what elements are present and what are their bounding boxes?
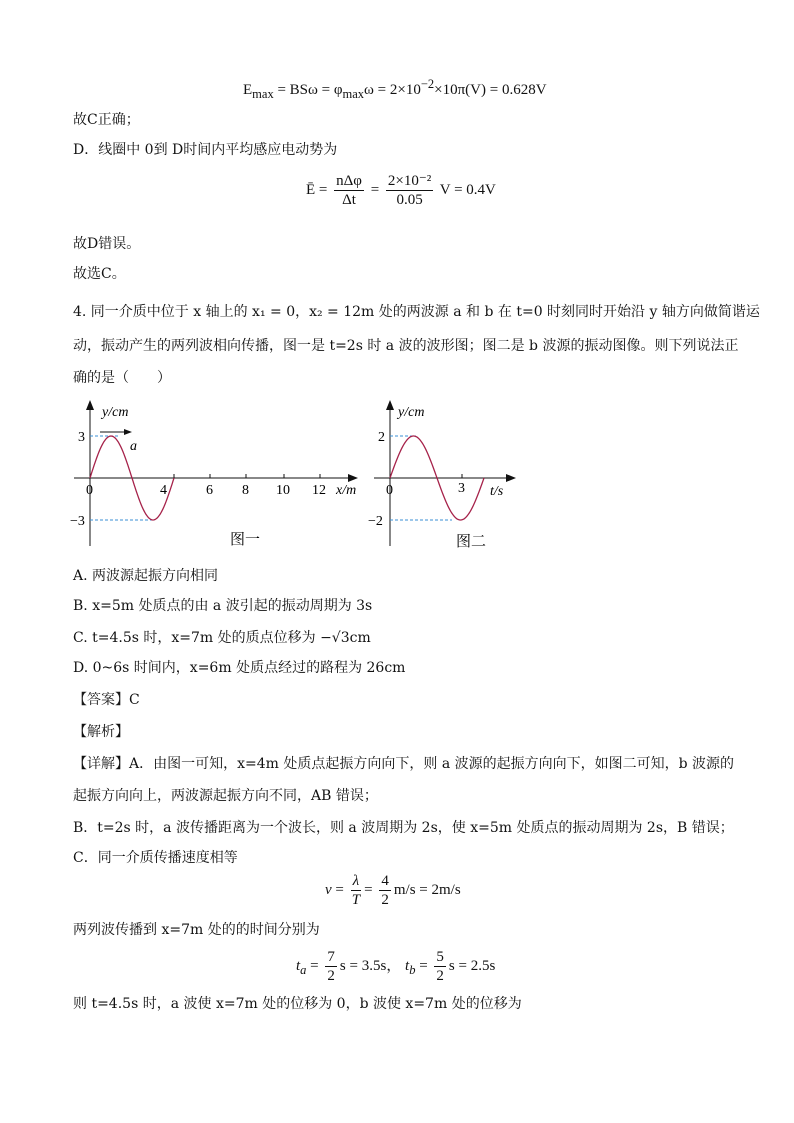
fig1-xtick: 4 xyxy=(160,483,167,498)
fig1-y-arrow xyxy=(86,400,94,410)
option-d: D. 0~6s 时间内，x=6m 处质点经过的路程为 26cm xyxy=(73,660,406,676)
fig1-xlabel: x/m xyxy=(336,483,357,498)
option-a: A. 两波源起振方向相同 xyxy=(73,568,219,584)
d-intro-text: D．线圈中 0到 D时间内平均感应电动势为 xyxy=(73,142,338,158)
avg-emf-frac1 xyxy=(334,172,364,209)
emax-equation: $E_{max} = BS\omega = \varphi_{max}\omega = 2\times 10^{-2}\times 10\pi(V) = 0.628V$ xyxy=(243,77,547,101)
figure-1-wave-graph xyxy=(66,398,366,558)
question-line-3: 确的是（ ） xyxy=(73,370,171,386)
fig2-x-arrow xyxy=(506,474,516,482)
avg-emf-lhs: Ē = xyxy=(306,181,328,198)
choose-c-text: 故选C。 xyxy=(73,266,126,282)
fig2-origin: 0 xyxy=(386,483,393,498)
fig1-propagation-arrow xyxy=(124,429,132,435)
frac2-den: 0.05 xyxy=(396,192,423,208)
detail-label: 【详解】 xyxy=(73,756,129,772)
frac1-num: nΔφ xyxy=(336,173,362,189)
avg-emf-frac2 xyxy=(386,172,433,209)
avg-emf-rhs: V = 0.4V xyxy=(439,181,496,198)
detail-a-text: A．由图一可知，x=4m 处质点起振方向向下，则 a 波源的起振方向向下，如图二可知，b 波源的 xyxy=(129,756,735,772)
fig1-y-neg: −3 xyxy=(70,514,85,529)
avg-emf-equation: Ē = $\frac{\text{nΔφ}}{\Delta t}$ = $\frac{\text{2×10⁻²}}{0.05}$ V = 0.4V xyxy=(306,173,496,208)
fig1-xtick: 6 xyxy=(206,483,213,498)
fig2-caption: 图二 xyxy=(456,534,487,550)
question-line-1: 4. 同一介质中位于 x 轴上的 x₁ = 0，x₂ = 12m 处的两波源 a 和 b 在 t=0 时刻同时开始沿 y 轴方向做简谐运 xyxy=(73,304,760,320)
fig2-y-arrow xyxy=(386,400,394,410)
answer-label: 【答案】 xyxy=(73,692,129,708)
c-correct-text: 故C正确； xyxy=(73,112,140,128)
fig2-ylabel: y/cm xyxy=(398,405,425,420)
option-b: B. x=5m 处质点的由 a 波引起的振动周期为 3s xyxy=(73,598,373,614)
fig2-ttick: 3 xyxy=(458,481,465,496)
frac2-num: 2×10⁻² xyxy=(387,173,432,189)
fig2-y-neg: −2 xyxy=(368,514,383,529)
fig1-caption: 图一 xyxy=(230,532,261,548)
fig1-y-pos: 3 xyxy=(78,430,85,445)
fig2-xlabel: t/s xyxy=(490,484,504,499)
detail-a-line-1 xyxy=(73,754,734,774)
fig2-y-pos: 2 xyxy=(378,430,385,445)
fig1-x-arrow xyxy=(348,474,358,482)
answer-line xyxy=(73,690,140,710)
detail-b-line: B．t=2s 时，a 波传播距离为一个波长，则 a 波周期为 2s，使 x=5m 处质点的振动周期为 2s，B 错误； xyxy=(73,820,734,836)
question-line-2: 动，振动产生的两列波相向传播，图一是 t=2s 时 a 波的波形图；图二是 b 波源的振动图像。则下列说法正 xyxy=(73,338,739,354)
analysis-label: 【解析】 xyxy=(73,724,129,740)
frac1-den: Δt xyxy=(342,192,356,208)
fig1-xtick: 10 xyxy=(276,483,290,498)
figure-2-vibration-graph xyxy=(366,398,526,558)
option-c: C. t=4.5s 时，x=7m 处的质点位移为 −√3cm xyxy=(73,630,371,646)
detail-c-line: C．同一介质传播速度相等 xyxy=(73,850,238,866)
velocity-equation: v = $\frac{\lambda}{T}$ = $\frac{4}{2}$ m/s = 2m/s xyxy=(325,873,461,908)
fig1-wave-label: a xyxy=(130,439,137,454)
fig1-xtick: 8 xyxy=(242,483,249,498)
fig1-origin: 0 xyxy=(86,483,93,498)
answer-value: C xyxy=(129,692,140,708)
fig1-xtick: 12 xyxy=(312,483,326,498)
time-intro-line: 两列波传播到 x=7m 处的的时间分别为 xyxy=(73,922,320,938)
last-line: 则 t=4.5s 时，a 波使 x=7m 处的位移为 0，b 波使 x=7m 处的位移为 xyxy=(73,996,522,1012)
detail-a-line-2: 起振方向向上，两波源起振方向不同，AB 错误； xyxy=(73,788,378,804)
d-wrong-text: 故D错误。 xyxy=(73,236,141,252)
fig1-ylabel: y/cm xyxy=(102,405,129,420)
time-equations: $t_a$ = $\frac{7}{2}$ s = 3.5s， $t_b$ = $\frac{5}{2}$ s = 2.5s xyxy=(296,949,496,984)
